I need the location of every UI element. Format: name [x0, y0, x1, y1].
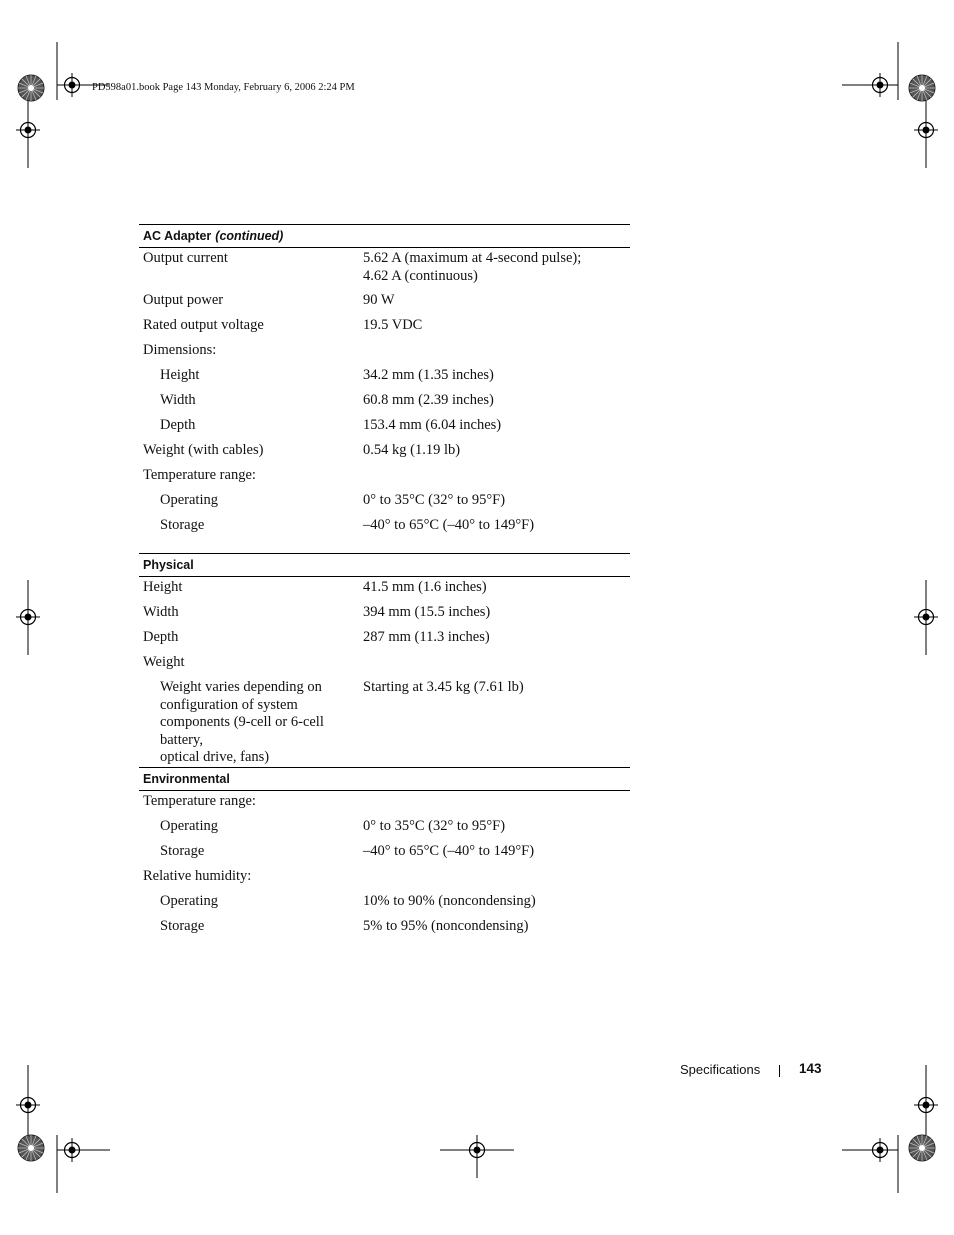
row-value: 41.5 mm (1.6 inches): [363, 579, 487, 595]
row-label: Dimensions:: [143, 342, 217, 358]
row-label: Weight: [143, 654, 185, 670]
table-row: [139, 818, 630, 836]
section-header-ac-adapter: [139, 224, 630, 248]
section-header-environmental: [139, 767, 630, 791]
row-value: 0° to 35°C (32° to 95°F): [363, 818, 506, 834]
ac-adapter-table: [139, 224, 630, 535]
row-label: Rated output voltage: [143, 317, 264, 333]
row-value: Starting at 3.45 kg (7.61 lb): [363, 679, 524, 695]
row-label: Output current: [143, 250, 228, 266]
row-label: Weight varies depending on configuration of system components (9-cell or 6-cell battery, optical drive, fans): [160, 679, 324, 765]
row-label: Depth: [160, 417, 196, 433]
row-value: 0° to 35°C (32° to 95°F): [363, 492, 506, 508]
row-value: 90 W: [363, 292, 395, 308]
section-title: AC Adapter: [143, 229, 212, 243]
row-label: Weight (with cables): [143, 442, 264, 458]
row-label: Height: [160, 367, 200, 383]
footer-section-title: Specifications: [680, 1062, 761, 1077]
row-value: 394 mm (15.5 inches): [363, 604, 491, 620]
row-value: 34.2 mm (1.35 inches): [363, 367, 494, 383]
table-row: [139, 843, 630, 861]
table-row: [139, 629, 630, 647]
row-label: Storage: [160, 918, 205, 934]
table-row: [139, 417, 630, 435]
section-title: Environmental: [143, 772, 230, 786]
row-label: Height: [143, 579, 183, 595]
row-value: 287 mm (11.3 inches): [363, 629, 490, 645]
row-value: –40° to 65°C (–40° to 149°F): [363, 843, 535, 859]
table-row: [139, 517, 630, 535]
row-value: 5% to 95% (noncondensing): [363, 918, 529, 934]
row-label: Temperature range:: [143, 793, 256, 809]
table-row: [139, 793, 630, 811]
table-row: [139, 367, 630, 385]
row-label: Width: [143, 604, 179, 620]
row-label: Storage: [160, 843, 205, 859]
physical-table: [139, 553, 630, 767]
row-label: Temperature range:: [143, 467, 256, 483]
table-row: [139, 250, 630, 285]
table-row: [139, 918, 630, 936]
print-header: PD598a01.book Page 143 Monday, February 6, 2006 2:24 PM: [92, 82, 355, 93]
section-header-physical: [139, 553, 630, 577]
row-label: Width: [160, 392, 196, 408]
row-value: 19.5 VDC: [363, 317, 423, 333]
section-title-suffix: (continued): [215, 229, 284, 243]
row-value: 60.8 mm (2.39 inches): [363, 392, 494, 408]
row-value: –40° to 65°C (–40° to 149°F): [363, 517, 535, 533]
row-value: 0.54 kg (1.19 lb): [363, 442, 461, 458]
table-row: [139, 679, 630, 767]
row-label: Storage: [160, 517, 205, 533]
table-row: [139, 868, 630, 886]
row-label: Operating: [160, 893, 218, 909]
footer-divider: [779, 1065, 780, 1077]
section-title: Physical: [143, 558, 194, 572]
table-row: [139, 342, 630, 360]
table-row: [139, 392, 630, 410]
table-row: [139, 292, 630, 310]
table-row: [139, 492, 630, 510]
page-number: 143: [799, 1061, 822, 1076]
row-label: Relative humidity:: [143, 868, 252, 884]
environmental-table: [139, 767, 630, 936]
table-row: [139, 579, 630, 597]
table-row: [139, 467, 630, 485]
table-row: [139, 893, 630, 911]
row-label: Operating: [160, 492, 218, 508]
table-row: [139, 442, 630, 460]
row-label: Depth: [143, 629, 179, 645]
row-value: 153.4 mm (6.04 inches): [363, 417, 502, 433]
row-label: Output power: [143, 292, 224, 308]
table-row: [139, 317, 630, 335]
table-row: [139, 654, 630, 672]
row-label: Operating: [160, 818, 218, 834]
row-value: 5.62 A (maximum at 4-second pulse); 4.62 A (continuous): [363, 250, 582, 284]
row-value: 10% to 90% (noncondensing): [363, 893, 536, 909]
table-row: [139, 604, 630, 622]
